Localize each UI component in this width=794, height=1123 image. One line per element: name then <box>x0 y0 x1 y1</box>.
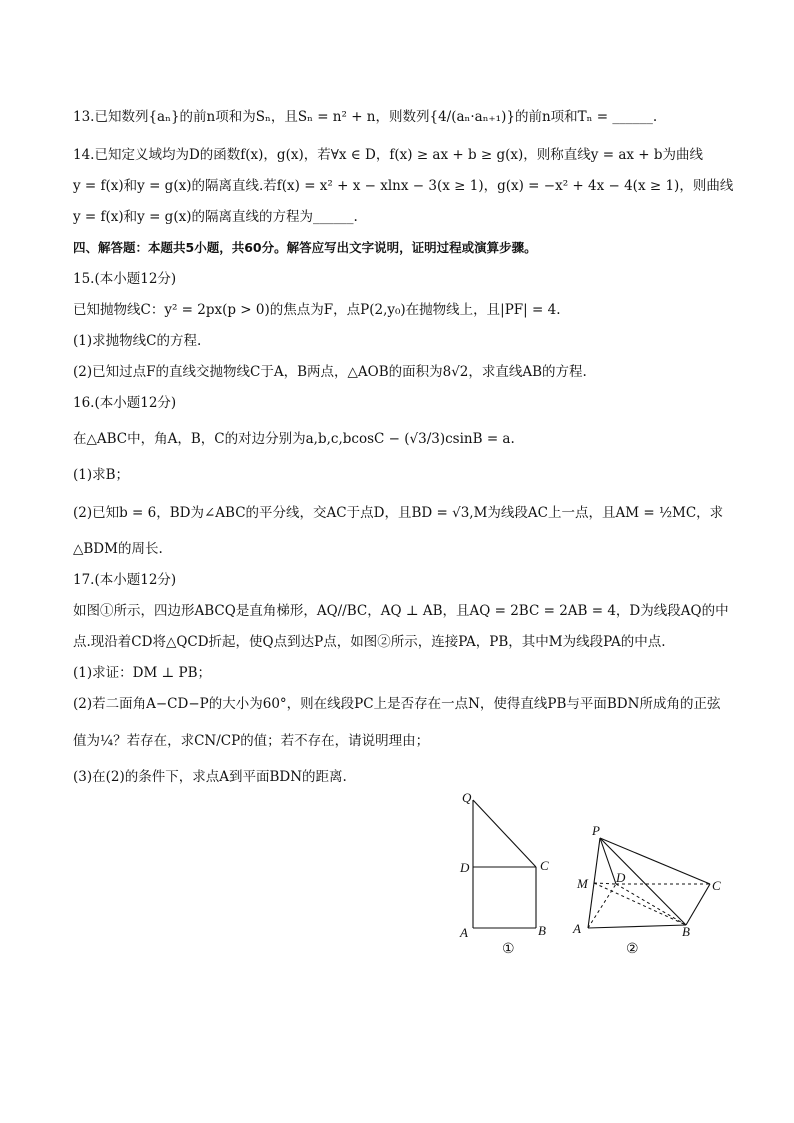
problem-15-part2: (2)已知过点F的直线交抛物线C于A，B两点，△AOB的面积为8√2，求直线AB的方程. <box>73 364 587 380</box>
problem-16-part2a: (2)已知b = 6，BD为∠ABC的平分线，交AC于点D，且BD = √3,M为线段AC上一点，且AM = ½MC，求 <box>73 505 724 521</box>
problem-16-stem: 在△ABC中，角A，B，C的对边分别为a,b,c,bcosC − (√3/3)csinB = a. <box>73 431 515 447</box>
problem-15-header: 15.(本小题12分) <box>73 271 177 287</box>
label-C2: C <box>712 878 721 893</box>
problem-line-14c: y = f(x)和y = g(x)的隔离直线的方程为______. <box>73 209 358 225</box>
problem-17-part3: (3)在(2)的条件下，求点A到平面BDN的距离. <box>73 769 347 785</box>
problem-17-part1: (1)求证：DM ⊥ PB； <box>73 665 212 681</box>
problem-line-14a: 14.已知定义域均为D的函数f(x)，g(x)，若∀x ∈ D，f(x) ≥ ax + b ≥ g(x)，则称直线y = ax + b为曲线 <box>73 147 704 163</box>
label-Q: Q <box>462 790 472 805</box>
problem-16-part1: (1)求B； <box>73 467 130 483</box>
figure-1-caption: ① <box>502 942 515 957</box>
problem-line-14b: y = f(x)和y = g(x)的隔离直线.若f(x) = x² + x − xlnx − 3(x ≥ 1)，g(x) = −x² + 4x − 4(x ≥ 1)，则曲线 <box>73 178 734 194</box>
figure-1-trapezoid <box>450 790 560 960</box>
figure-2-pyramid <box>570 818 730 958</box>
label-A2: A <box>573 921 581 936</box>
label-D2: D <box>616 870 626 885</box>
problem-15-stem: 已知抛物线C：y² = 2px(p > 0)的焦点为F，点P(2,y₀)在抛物线上，且|PF| = 4. <box>73 302 561 318</box>
problem-17-stem-b: 点.现沿着CD将△QCD折起，使Q点到达P点，如图②所示，连接PA，PB，其中M为线段PA的中点. <box>73 634 666 650</box>
problem-16-part2b: △BDM的周长. <box>73 541 163 557</box>
label-M: M <box>577 876 588 891</box>
problem-17-part2b: 值为¼？若存在，求CN/CP的值；若不存在，请说明理由； <box>73 733 430 749</box>
problem-17-header: 17.(本小题12分) <box>73 572 177 588</box>
label-A: A <box>460 925 468 940</box>
problem-line-13: 13.已知数列{aₙ}的前n项和为Sₙ，且Sₙ = n² + n，则数列{4/(aₙ·aₙ₊₁)}的前n项和Tₙ = ______. <box>73 109 658 125</box>
label-B2: B <box>682 924 690 939</box>
problem-17-part2a: (2)若二面角A−CD−P的大小为60°，则在线段PC上是否存在一点N，使得直线PB与平面BDN所成角的正弦 <box>73 696 721 712</box>
label-B: B <box>538 923 546 938</box>
problem-17-stem-a: 如图①所示，四边形ABCQ是直角梯形，AQ//BC，AQ ⊥ AB，且AQ = 2BC = 2AB = 4，D为线段AQ的中 <box>73 603 729 619</box>
label-P: P <box>592 823 600 838</box>
problem-15-part1: (1)求抛物线C的方程. <box>73 333 202 349</box>
label-D: D <box>460 860 470 875</box>
label-C: C <box>540 858 549 873</box>
section-heading: 四、解答题：本题共5小题，共60分。解答应写出文字说明，证明过程或演算步骤。 <box>73 240 537 255</box>
problem-16-header: 16.(本小题12分) <box>73 395 177 411</box>
figure-2-caption: ② <box>626 942 639 957</box>
